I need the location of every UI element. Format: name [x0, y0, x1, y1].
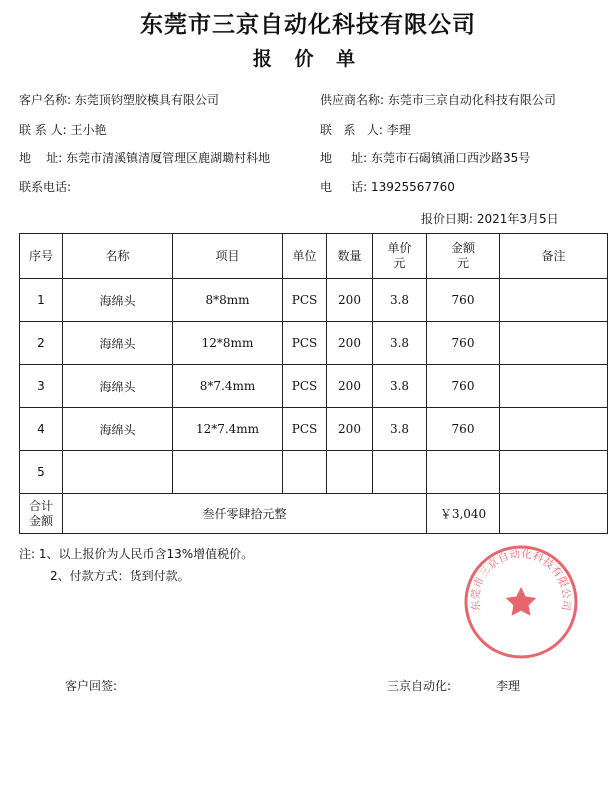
customer-name: 东莞顶钧塑胶模具有限公司: [74, 93, 219, 107]
cell-unit: [283, 451, 327, 494]
total-label-line1: 合计: [28, 498, 53, 513]
cell-remark: [500, 279, 608, 322]
cell-name: 海绵头: [63, 279, 173, 322]
customer-contact-row: [19, 123, 107, 137]
cell-amount: 760: [427, 322, 500, 365]
cell-price: 3.8: [373, 279, 427, 322]
supplier-name-row: [320, 93, 556, 107]
header-qty: 数量: [327, 234, 373, 279]
header-amount-line2: 元: [456, 256, 469, 270]
cell-remark: [500, 408, 608, 451]
supplier-address-label: 地 址:: [320, 151, 368, 165]
quote-date-label: 报价日期:: [421, 212, 474, 226]
supplier-phone: 13925567760: [370, 180, 455, 194]
header-name: 名称: [63, 234, 173, 279]
supplier-contact-label: 联 系 人:: [320, 123, 383, 137]
cell-price: 3.8: [373, 365, 427, 408]
cell-seq: 1: [20, 279, 63, 322]
quote-date-row: [421, 212, 559, 226]
cell-name: 海绵头: [63, 322, 173, 365]
cell-qty: 200: [327, 279, 373, 322]
customer-address-label: 地 址:: [19, 151, 63, 165]
cell-remark: [500, 322, 608, 365]
cell-amount: 760: [427, 279, 500, 322]
seal-star-icon: [506, 587, 536, 616]
cell-item: 8*7.4mm: [173, 365, 283, 408]
cell-item: 12*7.4mm: [173, 408, 283, 451]
supplier-contact: 李理: [386, 123, 411, 137]
notes-line1: [19, 544, 253, 565]
cell-unit: PCS: [283, 365, 327, 408]
seal-text: 东莞市三京自动化科技有限公司: [469, 548, 573, 612]
cell-seq: 2: [20, 322, 63, 365]
header-amount-line1: 金额: [450, 241, 475, 255]
cell-price: 3.8: [373, 408, 427, 451]
total-label: [20, 494, 63, 534]
supplier-address-row: [320, 151, 530, 165]
header-amount: [427, 234, 500, 279]
supplier-name-label: 供应商名称:: [320, 93, 385, 107]
customer-phone-label: 联系电话:: [19, 180, 72, 194]
cell-amount: [427, 451, 500, 494]
header-unit: 单位: [283, 234, 327, 279]
cell-amount: 760: [427, 408, 500, 451]
customer-name-row: [19, 93, 219, 107]
customer-phone-row: [19, 180, 71, 194]
note-2: 2、付款方式：货到付款。: [50, 569, 190, 583]
supplier-contact-row: [320, 123, 411, 137]
quote-table: [19, 233, 608, 534]
quote-date: 2021年3月5日: [476, 212, 559, 226]
note-1: 1、以上报价为人民币含13%增值税价。: [38, 547, 254, 561]
cell-item: [173, 451, 283, 494]
cell-item: 12*8mm: [173, 322, 283, 365]
cell-name: 海绵头: [63, 408, 173, 451]
cell-qty: [327, 451, 373, 494]
supplier-sign-label: 三京自动化:: [387, 679, 452, 693]
cell-seq: 3: [20, 365, 63, 408]
customer-address-row: [19, 151, 270, 165]
table-row: [20, 279, 608, 322]
header-seq: 序号: [20, 234, 63, 279]
cell-qty: 200: [327, 408, 373, 451]
supplier-signer: 李理: [496, 679, 521, 693]
header-remark: 备注: [500, 234, 608, 279]
cell-remark: [500, 365, 608, 408]
total-in-words: 叁仟零肆拾元整: [63, 494, 427, 534]
cell-name: [63, 451, 173, 494]
cell-item: 8*8mm: [173, 279, 283, 322]
cell-seq: 5: [20, 451, 63, 494]
company-title: 东莞市三京自动化科技有限公司: [140, 11, 476, 38]
cell-qty: 200: [327, 322, 373, 365]
customer-name-label: 客户名称:: [19, 93, 72, 107]
total-remark: [500, 494, 608, 534]
header-item: 项目: [173, 234, 283, 279]
table-header-row: [20, 234, 608, 279]
notes-line2: [50, 566, 190, 587]
cell-unit: PCS: [283, 322, 327, 365]
cell-amount: 760: [427, 365, 500, 408]
cell-name: 海绵头: [63, 365, 173, 408]
cell-price: [373, 451, 427, 494]
supplier-name: 东莞市三京自动化科技有限公司: [387, 93, 556, 107]
table-row: [20, 408, 608, 451]
cell-seq: 4: [20, 408, 63, 451]
table-row: [20, 322, 608, 365]
total-row: [20, 494, 608, 534]
company-seal: [462, 543, 580, 661]
total-label-line2: 金额: [28, 513, 53, 528]
table-row: [20, 365, 608, 408]
supplier-address: 东莞市石碣镇涌口西沙路35号: [370, 151, 531, 165]
customer-sign-label: 客户回签:: [65, 679, 118, 693]
header-price: [373, 234, 427, 279]
supplier-phone-row: [320, 180, 455, 194]
customer-contact: 王小艳: [70, 123, 107, 137]
customer-address: 东莞市清溪镇清厦管理区鹿湖墈村科地: [66, 151, 271, 165]
cell-price: 3.8: [373, 322, 427, 365]
supplier-phone-label: 电 话:: [320, 180, 368, 194]
header-price-line2: 元: [393, 256, 406, 270]
cell-unit: PCS: [283, 279, 327, 322]
cell-remark: [500, 451, 608, 494]
total-amount: ￥3,040: [427, 494, 500, 534]
table-row: [20, 451, 608, 494]
document-title: 报 价 单: [252, 48, 364, 70]
customer-contact-label: 联 系 人:: [19, 123, 67, 137]
header-price-line1: 单价: [387, 241, 412, 255]
cell-qty: 200: [327, 365, 373, 408]
company-seal-graphic: [462, 543, 580, 661]
notes-label: 注:: [19, 547, 36, 561]
cell-unit: PCS: [283, 408, 327, 451]
